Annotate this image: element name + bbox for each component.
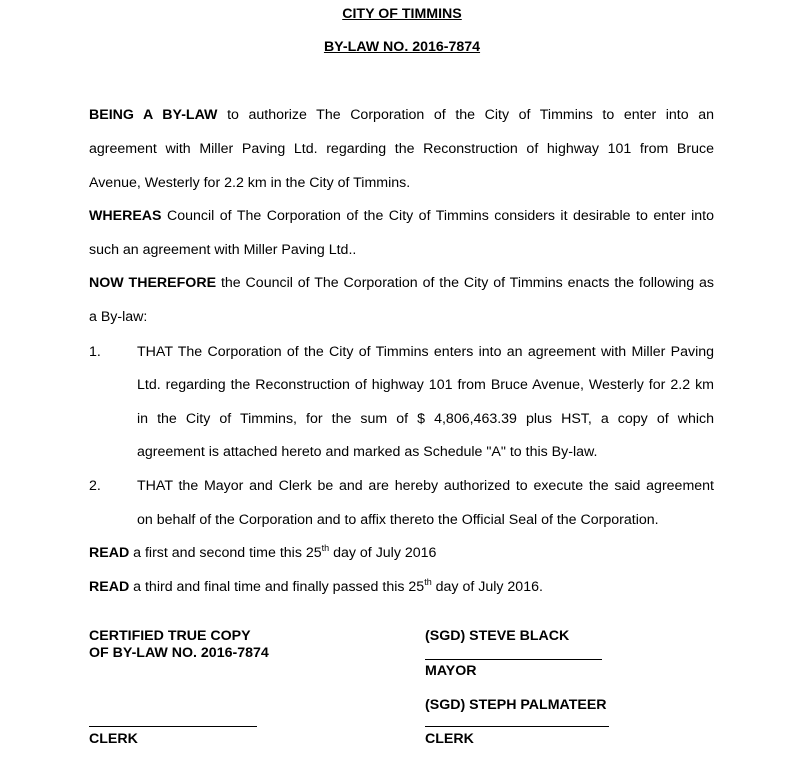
clerk-right-title: CLERK [425, 731, 474, 747]
clause-1-line-3: in the City of Timmins, for the sum of $ 4,806,463.39 plus HST, a copy of which [137, 411, 714, 427]
whereas-label: WHEREAS [89, 208, 162, 224]
third-reading-date: day of July 2016. [431, 579, 543, 595]
being-label: BEING A BY-LAW [89, 107, 218, 123]
first-reading-text: a first and second time this 25 [133, 545, 322, 561]
first-reading-ordinal: th [321, 543, 330, 553]
certified-true-copy: CERTIFIED TRUE COPY [89, 628, 251, 644]
being-line-3: Avenue, Westerly for 2.2 km in the City of Timmins. [89, 175, 411, 191]
mayor-signed-name: (SGD) STEVE BLACK [425, 628, 570, 644]
mayor-title: MAYOR [425, 663, 477, 679]
clause-1-line-2: Ltd. regarding the Reconstruction of highway 101 from Bruce Avenue, Westerly for 2.2 km [137, 377, 714, 393]
whereas-line-2: such an agreement with Miller Paving Ltd.. [89, 242, 357, 258]
being-text-1: to authorize The Corporation of the City of Timmins to enter into an [227, 107, 714, 123]
third-reading-line [89, 578, 714, 596]
clause-1-number: 1. [89, 344, 101, 360]
clerk-right-signature-line [425, 726, 609, 727]
document-bylaw-number: BY-LAW NO. 2016-7874 [323, 39, 481, 55]
read-label-1: READ [89, 545, 130, 561]
first-reading-line [89, 544, 714, 562]
now-therefore-text-1: the Council of The Corporation of the City of Timmins enacts the following as [220, 275, 714, 291]
clause-1-line-1: THAT The Corporation of the City of Timmins enters into an agreement with Miller Paving [137, 344, 714, 360]
being-line-1 [89, 106, 714, 124]
clause-2-number: 2. [89, 478, 101, 494]
clause-1-line-4: agreement is attached hereto and marked as Schedule "A" to this By-law. [137, 444, 598, 460]
clause-2-line-2: on behalf of the Corporation and to affix thereto the Official Seal of the Corporation. [137, 512, 659, 528]
third-reading-ordinal: th [424, 577, 432, 587]
whereas-text-1: Council of The Corporation of the City of Timmins considers it desirable to enter into [167, 208, 714, 224]
now-therefore-label: NOW THEREFORE [89, 275, 217, 291]
now-therefore-line-2: a By-law: [89, 309, 148, 325]
now-therefore-line-1 [89, 274, 714, 292]
first-reading-date: day of July 2016 [329, 545, 437, 561]
mayor-signature-line [425, 659, 602, 660]
clerk-signed-name: (SGD) STEPH PALMATEER [425, 697, 607, 713]
certified-bylaw-number: OF BY-LAW NO. 2016-7874 [89, 645, 269, 661]
third-reading-text: a third and final time and finally passed this 25 [133, 579, 425, 595]
read-label-2: READ [89, 579, 130, 595]
clause-2-line-1: THAT the Mayor and Clerk be and are hereby authorized to execute the said agreement [137, 478, 714, 494]
document-city-title: CITY OF TIMMINS [342, 6, 462, 22]
being-line-2: agreement with Miller Paving Ltd. regarding the Reconstruction of highway 101 from Bruce [89, 141, 714, 157]
clerk-left-title: CLERK [89, 731, 138, 747]
whereas-line-1 [89, 207, 714, 225]
clerk-left-signature-line [89, 726, 257, 727]
